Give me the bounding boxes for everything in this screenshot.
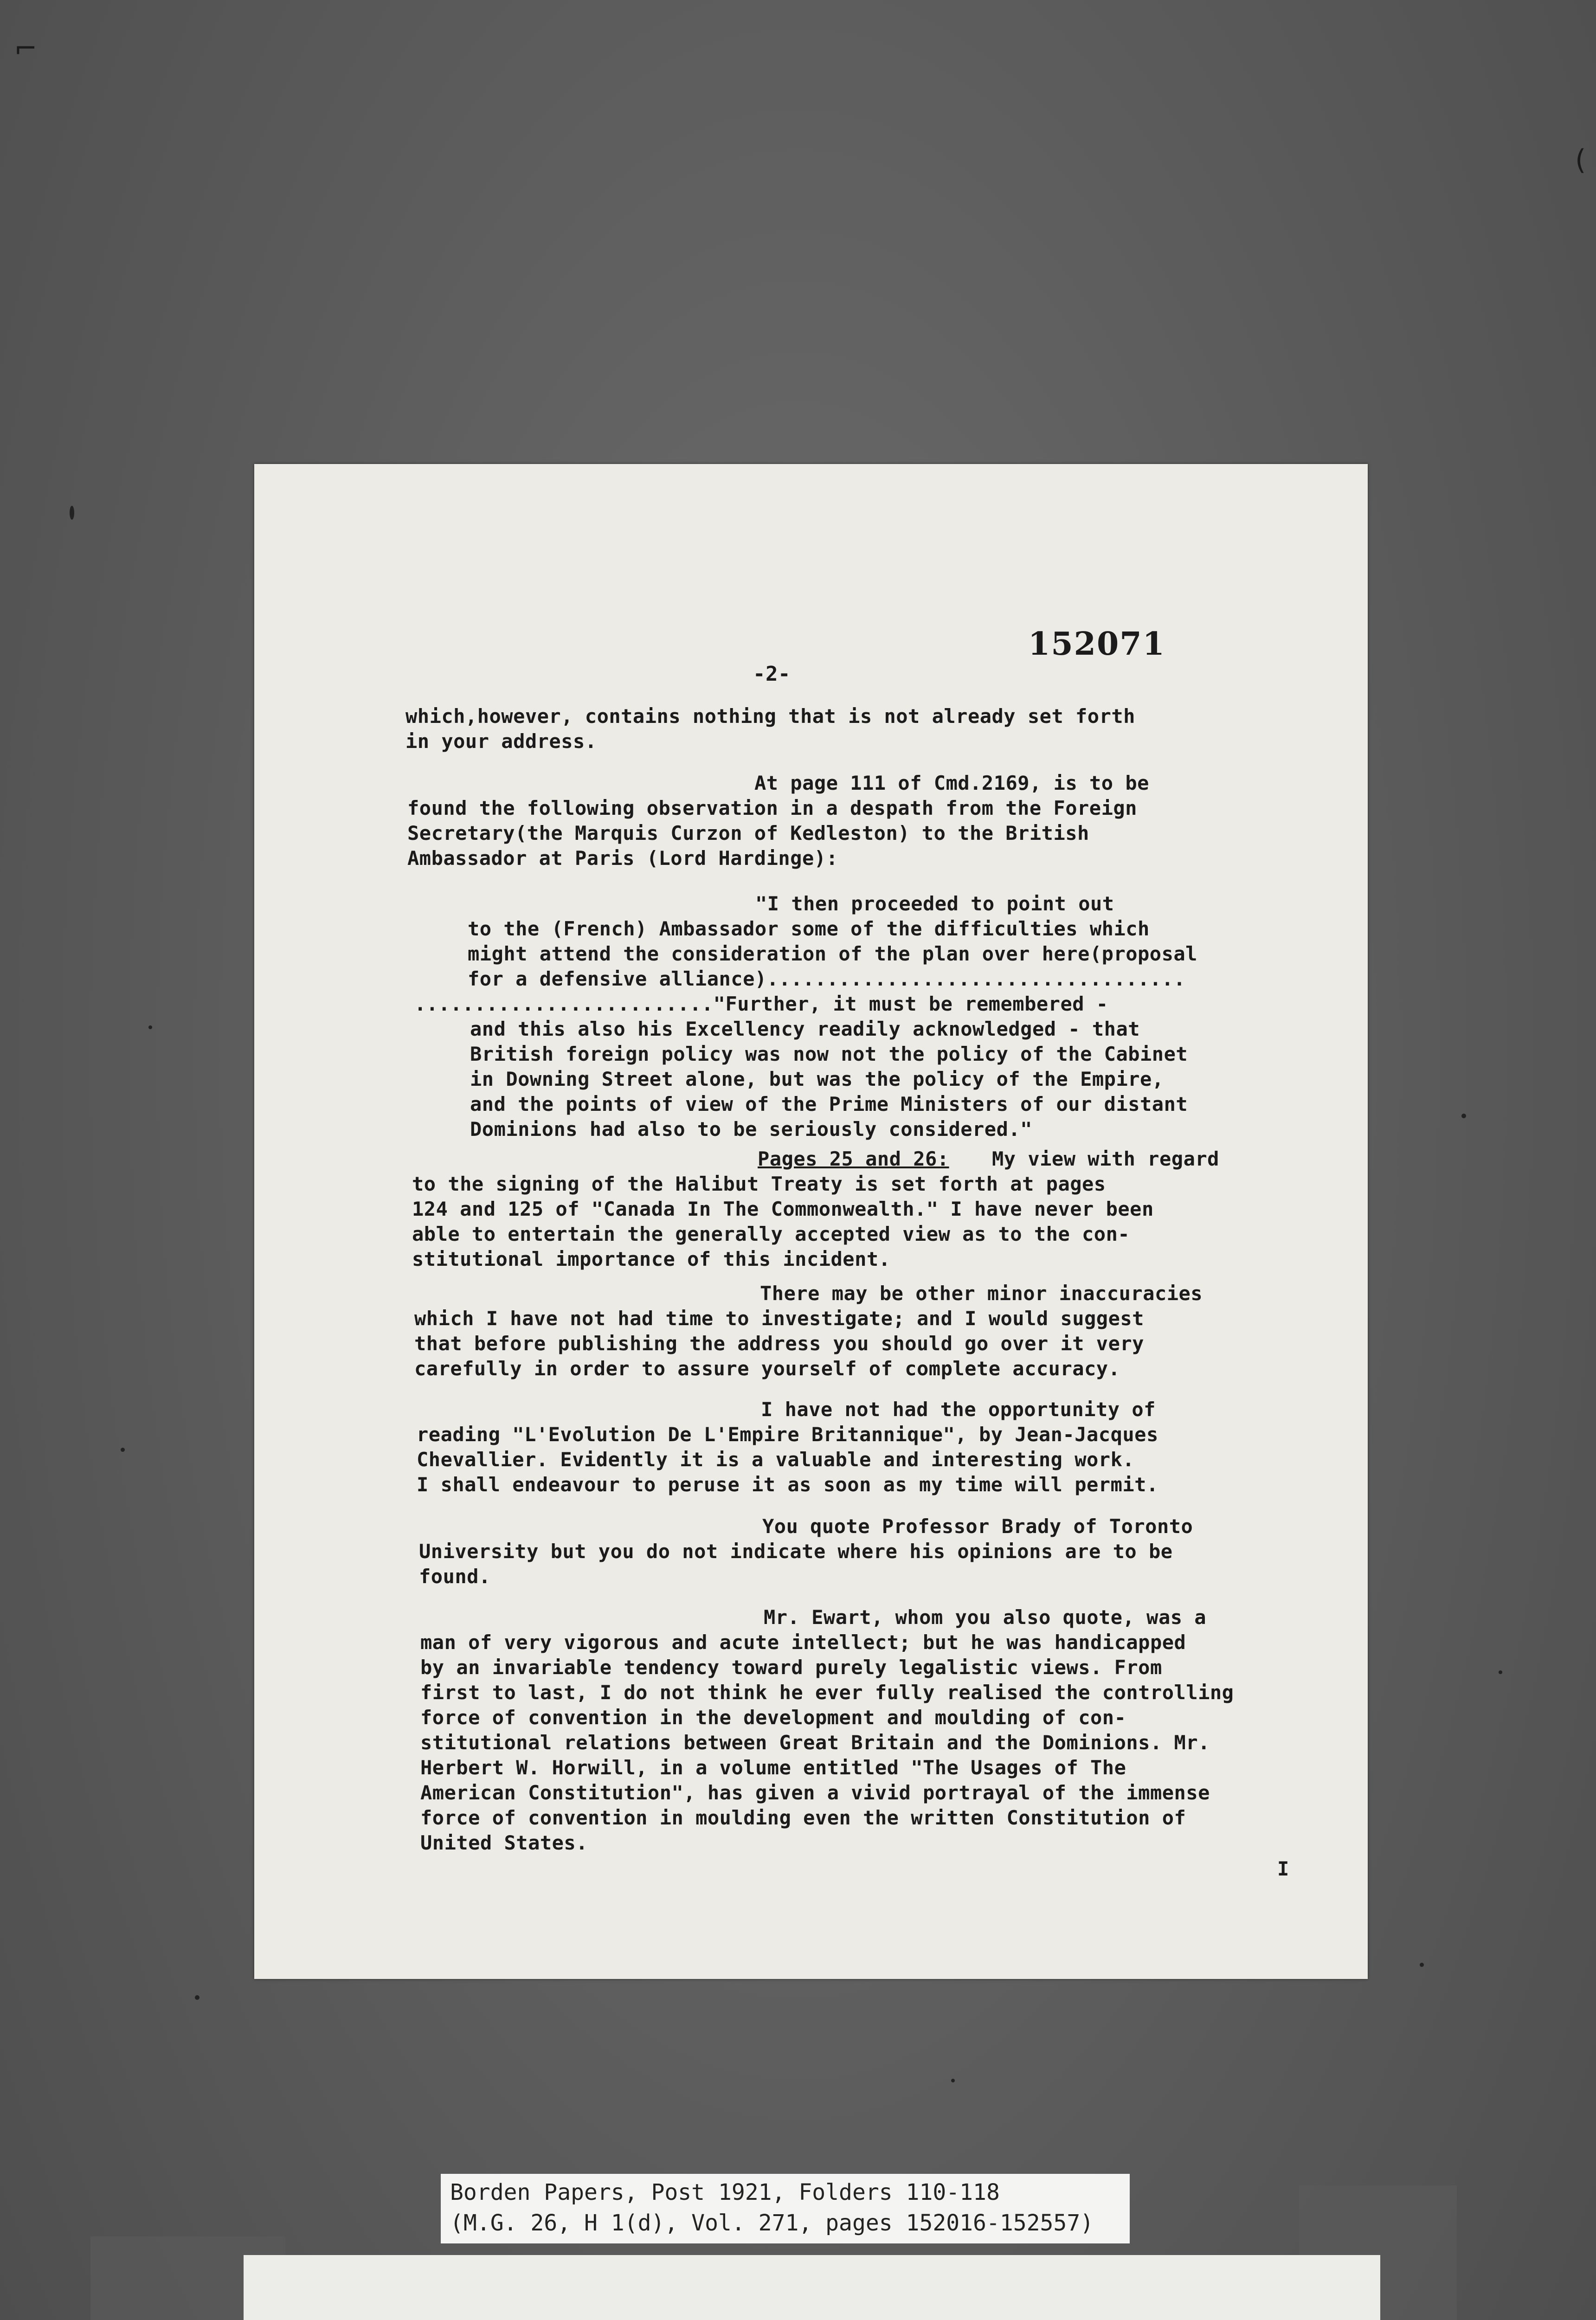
quote-line: might attend the consideration of the plan over here(proposal xyxy=(468,942,1197,965)
text-line: reading "L'Evolution De L'Empire Britannique", by Jean-Jacques xyxy=(417,1423,1158,1446)
text-line: force of convention in the development and moulding of con- xyxy=(420,1706,1126,1729)
text-line: which I have not had time to investigate; and I would suggest xyxy=(414,1307,1144,1330)
text-line: force of convention in moulding even the written Constitution of xyxy=(420,1806,1186,1829)
text-line: United States. xyxy=(420,1831,588,1854)
quote-line: Dominions had also to be seriously considered." xyxy=(470,1118,1032,1141)
document-number: 152071 xyxy=(1028,625,1165,663)
text-line: first to last, I do not think he ever fully realised the controlling xyxy=(420,1681,1234,1704)
continuation-mark: I xyxy=(1277,1857,1289,1880)
pages-heading: Pages 25 and 26: xyxy=(758,1147,949,1170)
text-line: able to entertain the generally accepted view as to the con- xyxy=(412,1223,1130,1245)
text-line: Secretary(the Marquis Curzon of Kedleston) to the British xyxy=(407,822,1089,844)
text-line: You quote Professor Brady of Toronto xyxy=(762,1515,1193,1538)
quote-line: and the points of view of the Prime Ministers of our distant xyxy=(470,1093,1188,1115)
quote-line: ........................."Further, it must be remembered - xyxy=(414,992,1108,1015)
text-line: carefully in order to assure yourself of complete accuracy. xyxy=(414,1357,1120,1380)
text-line: stitutional importance of this incident. xyxy=(412,1248,891,1270)
quote-line: in Downing Street alone, but was the policy of the Empire, xyxy=(470,1068,1164,1090)
page-number: -2- xyxy=(753,662,791,686)
quote-line: to the (French) Ambassador some of the difficulties which xyxy=(468,917,1150,940)
reference-label xyxy=(441,2174,1130,2243)
quote-line: and this also his Excellency readily acknowledged - that xyxy=(470,1018,1140,1040)
text-line: by an invariable tendency toward purely legalistic views. From xyxy=(420,1656,1162,1679)
quote-line: British foreign policy was now not the policy of the Cabinet xyxy=(470,1043,1188,1065)
text-line: to the signing of the Halibut Treaty is set forth at pages xyxy=(412,1173,1106,1195)
text-line: in your address. xyxy=(405,730,597,753)
text-line: There may be other minor inaccuracies xyxy=(760,1282,1203,1305)
text-line: American Constitution", has given a vivid portrayal of the immense xyxy=(420,1781,1210,1804)
text-line: Herbert W. Horwill, in a volume entitled "The Usages of The xyxy=(420,1756,1126,1779)
corner-mark-right: ( xyxy=(1575,144,1586,176)
text-line: I have not had the opportunity of xyxy=(761,1398,1156,1421)
text-line: I shall endeavour to peruse it as soon as my time will permit. xyxy=(417,1473,1158,1496)
reference-line-1: Borden Papers, Post 1921, Folders 110-118 xyxy=(450,2179,1000,2205)
quote-line: for a defensive alliance)................................... xyxy=(468,967,1186,990)
text-line: found the following observation in a despath from the Foreign xyxy=(407,797,1137,819)
text-line: Chevallier. Evidently it is a valuable and interesting work. xyxy=(417,1448,1135,1471)
text-line: University but you do not indicate where his opinions are to be xyxy=(419,1540,1173,1563)
quote-line: "I then proceeded to point out xyxy=(755,892,1114,915)
text-line: man of very vigorous and acute intellect; but he was handicapped xyxy=(420,1631,1186,1654)
letter-page xyxy=(254,464,1368,1979)
text-line: My view with regard xyxy=(992,1147,1219,1170)
text-line: At page 111 of Cmd.2169, is to be xyxy=(754,772,1149,794)
text-line: that before publishing the address you should go over it very xyxy=(414,1332,1144,1355)
text-line: found. xyxy=(419,1565,491,1588)
archives-card xyxy=(244,2255,1380,2320)
text-line: 124 and 125 of "Canada In The Commonwealth." I have never been xyxy=(412,1198,1154,1220)
reference-line-2: (M.G. 26, H 1(d), Vol. 271, pages 152016-152557) xyxy=(450,2210,1094,2236)
text-line: stitutional relations between Great Britain and the Dominions. Mr. xyxy=(420,1731,1210,1754)
text-line: which,however, contains nothing that is not already set forth xyxy=(405,705,1135,728)
corner-mark-left: ⌐ xyxy=(14,32,38,65)
text-line: Ambassador at Paris (Lord Hardinge): xyxy=(407,847,838,870)
text-line: Mr. Ewart, whom you also quote, was a xyxy=(764,1606,1207,1629)
